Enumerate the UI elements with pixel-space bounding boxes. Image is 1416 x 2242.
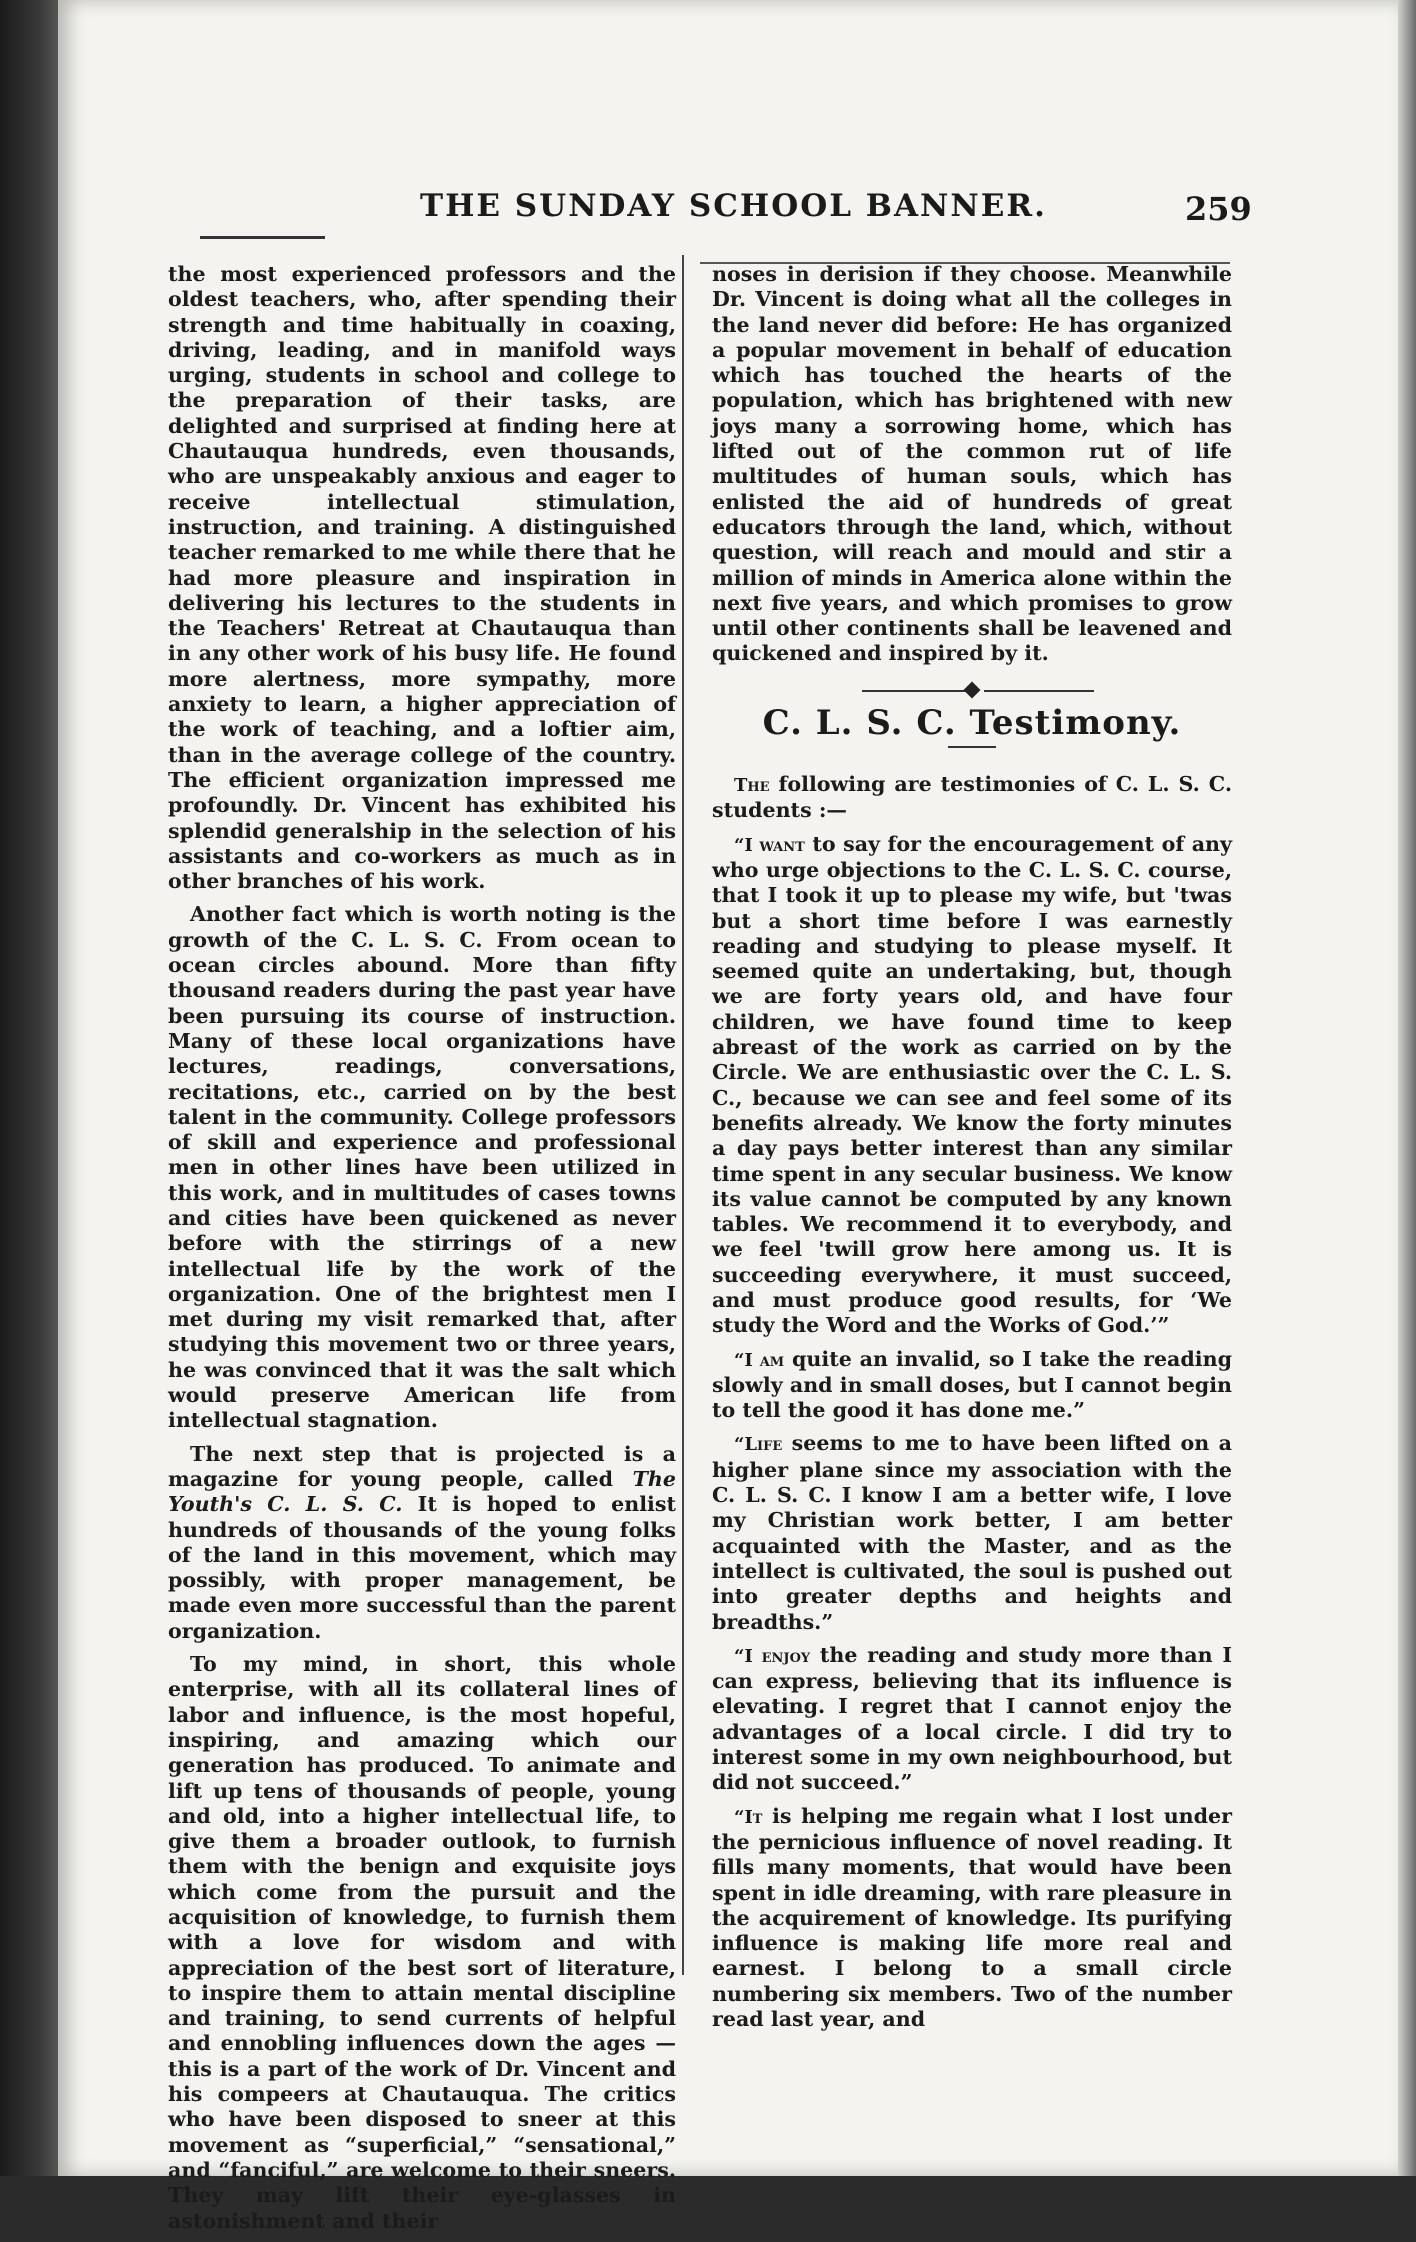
testimony-intro [712, 772, 1232, 824]
testimony-5-text: is helping me regain what I lost under the pernicious influence of novel reading. It fills many moments, that would have been spent in idle dreaming, with rare pleasure in the acquirement of knowledge. Its purifying influence is making life more real and earnest. I belong to a small circle numbering six members. Two of the number read last year, and [712, 1803, 1232, 2031]
testimony-1 [712, 832, 1232, 1339]
section-title-rule [948, 746, 996, 748]
left-paragraph-3 [168, 1442, 676, 1644]
right-column [712, 262, 1232, 2040]
testimony-4-text: the reading and study more than I can express, believing that its influence is elevating. I regret that I cannot enjoy the advantages of a local circle. I did try to interest some in my own neighbourhood, but did not succeed.” [712, 1642, 1232, 1795]
testimony-4 [712, 1643, 1232, 1796]
testimony-3 [712, 1431, 1232, 1634]
left-paragraph-3-text-b: It is hoped to enlist hundreds of thousands of the young folks of the land in this movement, which may possibly, with proper management, be made even more successful than the parent organization. [168, 1492, 676, 1643]
section-title: C. L. S. C. Testimony. [762, 702, 1182, 743]
testimony-4-lead: “I enjoy [734, 1645, 811, 1667]
ornament-line-right [984, 690, 1094, 692]
column-divider [682, 255, 684, 1975]
testimony-5 [712, 1804, 1232, 2033]
left-column [168, 262, 676, 2242]
journal-title: THE SUNDAY SCHOOL BANNER. [420, 188, 1047, 224]
scan-right-edge [1398, 0, 1416, 2176]
scan-left-edge [0, 0, 58, 2176]
testimony-3-lead: “Life [734, 1434, 783, 1456]
header-rule-left [200, 236, 325, 239]
testimony-intro-text: following are testimonies of C. L. S. C. students :— [712, 772, 1232, 823]
magazine-title: The Youth's C. L. S. C. [168, 1466, 676, 1517]
left-paragraph-1: the most experienced professors and the oldest teachers, who, after spending their strength and time habitually in coaxing, driving, leading, and in manifold ways urging, students in school and college to the preparation of their tasks, are delighted and surprised at finding here at Chautauqua hundreds, even thousands, who are unspeakably anxious and eager to receive intellectual stimulation, instruction, and training. A distinguished teacher remarked to me while there that he had more pleasure and inspiration in delivering his lectures to the students in the Teachers' Retreat at Chautauqua than in any other work of his busy life. He found more alertness, more sympathy, more anxiety to learn, a higher appreciation of the work of teaching, and a loftier aim, than in the average college of the country. The efficient organization impressed me profoundly. Dr. Vincent has exhibited his splendid generalship in the selection of his assistants and co-workers as much as in other branches of his work. [168, 262, 676, 894]
page-number: 259 [1185, 190, 1252, 228]
left-paragraph-2: Another fact which is worth noting is the growth of the C. L. S. C. From ocean to ocean circles abound. More than fifty thousand readers during the past year have been pursuing its course of instruction. Many of these local organizations have lectures, readings, conversations, recitations, etc., carried on by the best talent in the community. College professors of skill and experience and professional men in other lines have been utilized in this work, and in multitudes of cases towns and cities have been quickened as never before with the stirrings of a new intellectual life by the work of the organization. One of the brightest men I met during my visit remarked that, after studying this movement two or three years, he was convinced that it was the salt which would preserve American life from intellectual stagnation. [168, 902, 676, 1433]
testimony-1-text: to say for the encouragement of any who urge objections to the C. L. S. C. course, that I took it up to please my wife, but 'twas but a short time before I was earnestly reading and studying to please myself. It seemed quite an undertaking, but, though we are forty years old, and have four children, we have found time to keep abreast of the work as carried on by the Circle. We are enthusiastic over the C. L. S. C., because we can see and feel some of its benefits already. We know the forty minutes a day pays better interest than any similar time spent in any secular business. We know its value cannot be computed by any known tables. We recommend it to everybody, and we feel 'twill grow here among us. It is succeeding everywhere, it must succeed, and must produce good results, for ‘We study the Word and the Works of God.’” [712, 831, 1232, 1338]
right-paragraph-1: noses in derision if they choose. Meanwhile Dr. Vincent is doing what all the colleges in the land never did before: He has organized a popular movement in behalf of education which has touched the hearts of the population, which has brightened with new joys many a sorrowing home, which has lifted out of the common rut of life multitudes of human souls, which has enlisted the aid of hundreds of great educators through the land, which, without question, will reach and mould and stir a million of minds in America alone within the next five years, and which promises to grow until other continents shall be leavened and quickened and inspired by it. [712, 262, 1232, 666]
testimony-2 [712, 1347, 1232, 1424]
testimony-2-lead: “I am [734, 1349, 785, 1371]
testimony-intro-lead: The [734, 775, 770, 797]
section-ornament [712, 681, 1232, 701]
ornament-diamond [964, 681, 981, 698]
testimony-5-lead: “It [734, 1806, 763, 1828]
ornament-line-left [862, 690, 972, 692]
testimony-1-lead: “I want [734, 834, 805, 856]
left-paragraph-4: To my mind, in short, this whole enterprise, with all its collateral lines of labor and influence, is the most hopeful, inspiring, and amazing which our generation has produced. To animate and lift up tens of thousands of people, young and old, into a higher intellectual life, to give them a broader outlook, to furnish them with the benign and exquisite joys which come from the pursuit and the acquisition of knowledge, to furnish them with a love for wisdom and with appreciation of the best sort of literature, to inspire them to attain mental discipline and training, to send currents of helpful and ennobling influences down the ages —this is a part of the work of Dr. Vincent and his compeers at Chautauqua. The critics who have been disposed to sneer at this movement as “superficial,” “sensational,” and “fanciful,” are welcome to their sneers. They may lift their eye-glasses in astonishment and their [168, 1652, 676, 2233]
testimony-2-text: quite an invalid, so I take the reading slowly and in small doses, but I cannot begin to tell the good it has done me.” [712, 1346, 1232, 1423]
left-paragraph-3-text-a: The next step that is projected is a magazine for young people, called [168, 1441, 676, 1491]
running-header [180, 178, 1252, 238]
testimony-3-text: seems to me to have been lifted on a higher plane since my association with the C. L. S. C. I know I am a better wife, I love my Christian work better, I am better acquainted with the Master, and as the intellect is cultivated, the soul is pushed out into greater depths and heights and breadths.” [712, 1431, 1232, 1634]
